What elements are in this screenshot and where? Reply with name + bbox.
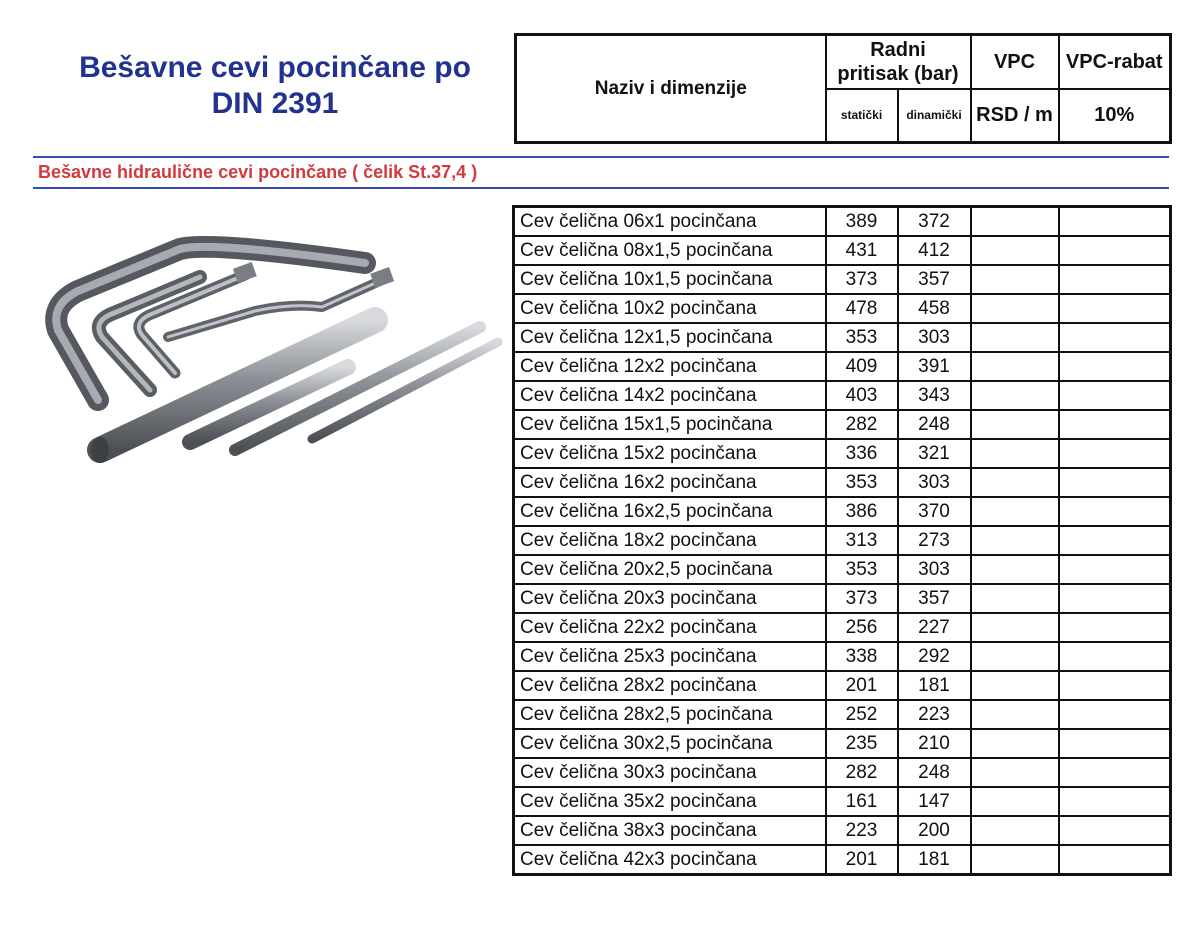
header-vpc: VPC	[971, 35, 1059, 89]
header-name-column: Naziv i dimenzije	[516, 35, 826, 143]
vpc-rabat-price-cell	[1059, 700, 1171, 729]
vpc-price-cell	[971, 584, 1059, 613]
table-row	[514, 439, 1171, 468]
vpc-price-cell	[971, 555, 1059, 584]
vpc-price-cell	[971, 787, 1059, 816]
table-header	[514, 33, 1172, 144]
table-row	[514, 323, 1171, 352]
static-pressure-cell: 161	[826, 787, 898, 816]
vpc-rabat-price-cell	[1059, 323, 1171, 352]
vpc-price-cell	[971, 526, 1059, 555]
table-row	[514, 758, 1171, 787]
table-row	[514, 555, 1171, 584]
static-pressure-cell: 336	[826, 439, 898, 468]
divider-bottom	[33, 187, 1169, 189]
table-row	[514, 700, 1171, 729]
vpc-rabat-price-cell	[1059, 265, 1171, 294]
static-pressure-cell: 353	[826, 323, 898, 352]
header-pressure-column	[826, 35, 971, 89]
pipe-name-cell: Cev čelična 12x1,5 pocinčana	[514, 323, 826, 352]
vpc-price-cell	[971, 294, 1059, 323]
vpc-price-cell	[971, 410, 1059, 439]
dynamic-pressure-cell: 248	[898, 410, 971, 439]
vpc-rabat-price-cell	[1059, 294, 1171, 323]
pipe-name-cell: Cev čelična 08x1,5 pocinčana	[514, 236, 826, 265]
pipe-name-cell: Cev čelična 18x2 pocinčana	[514, 526, 826, 555]
vpc-rabat-price-cell	[1059, 236, 1171, 265]
table-row	[514, 787, 1171, 816]
static-pressure-cell: 353	[826, 555, 898, 584]
pipe-name-cell: Cev čelična 06x1 pocinčana	[514, 207, 826, 237]
dynamic-pressure-cell: 273	[898, 526, 971, 555]
vpc-rabat-price-cell	[1059, 207, 1171, 237]
static-pressure-cell: 373	[826, 265, 898, 294]
header-static: statički	[826, 89, 898, 143]
pipe-name-cell: Cev čelična 16x2,5 pocinčana	[514, 497, 826, 526]
pipe-name-cell: Cev čelična 25x3 pocinčana	[514, 642, 826, 671]
pipe-name-cell: Cev čelična 12x2 pocinčana	[514, 352, 826, 381]
table-row	[514, 468, 1171, 497]
dynamic-pressure-cell: 357	[898, 265, 971, 294]
table-row	[514, 410, 1171, 439]
table-row	[514, 613, 1171, 642]
table-row	[514, 671, 1171, 700]
vpc-price-cell	[971, 671, 1059, 700]
table-row	[514, 265, 1171, 294]
header-pressure-line-2: pritisak (bar)	[837, 62, 959, 85]
pipe-table-body	[514, 207, 1171, 875]
vpc-rabat-price-cell	[1059, 845, 1171, 875]
page-title-line-1: Bešavne cevi pocinčane po	[79, 51, 471, 84]
static-pressure-cell: 478	[826, 294, 898, 323]
table-row	[514, 526, 1171, 555]
pipe-name-cell: Cev čelična 28x2 pocinčana	[514, 671, 826, 700]
vpc-rabat-price-cell	[1059, 381, 1171, 410]
table-row	[514, 816, 1171, 845]
vpc-rabat-price-cell	[1059, 787, 1171, 816]
dynamic-pressure-cell: 343	[898, 381, 971, 410]
vpc-price-cell	[971, 352, 1059, 381]
vpc-price-cell	[971, 845, 1059, 875]
pipe-name-cell: Cev čelična 20x3 pocinčana	[514, 584, 826, 613]
static-pressure-cell: 235	[826, 729, 898, 758]
pipe-name-cell: Cev čelična 30x2,5 pocinčana	[514, 729, 826, 758]
table-row	[514, 729, 1171, 758]
dynamic-pressure-cell: 227	[898, 613, 971, 642]
steel-pipes-icon	[30, 225, 510, 475]
vpc-rabat-price-cell	[1059, 555, 1171, 584]
vpc-price-cell	[971, 265, 1059, 294]
dynamic-pressure-cell: 147	[898, 787, 971, 816]
page-title-line-2: DIN 2391	[211, 87, 339, 120]
vpc-rabat-price-cell	[1059, 410, 1171, 439]
vpc-price-cell	[971, 323, 1059, 352]
pipe-name-cell: Cev čelična 22x2 pocinčana	[514, 613, 826, 642]
static-pressure-cell: 431	[826, 236, 898, 265]
vpc-rabat-price-cell	[1059, 816, 1171, 845]
dynamic-pressure-cell: 458	[898, 294, 971, 323]
vpc-rabat-price-cell	[1059, 642, 1171, 671]
pipe-name-cell: Cev čelična 15x2 pocinčana	[514, 439, 826, 468]
header-dynamic: dinamički	[898, 89, 971, 143]
dynamic-pressure-cell: 181	[898, 845, 971, 875]
static-pressure-cell: 313	[826, 526, 898, 555]
static-pressure-cell: 338	[826, 642, 898, 671]
pipe-name-cell: Cev čelična 10x2 pocinčana	[514, 294, 826, 323]
vpc-price-cell	[971, 729, 1059, 758]
dynamic-pressure-cell: 303	[898, 555, 971, 584]
table-row	[514, 497, 1171, 526]
header-vpc-unit: RSD / m	[971, 89, 1059, 143]
static-pressure-cell: 373	[826, 584, 898, 613]
pipe-name-cell: Cev čelična 28x2,5 pocinčana	[514, 700, 826, 729]
vpc-price-cell	[971, 468, 1059, 497]
dynamic-pressure-cell: 181	[898, 671, 971, 700]
pipe-name-cell: Cev čelična 16x2 pocinčana	[514, 468, 826, 497]
pipe-name-cell: Cev čelična 30x3 pocinčana	[514, 758, 826, 787]
table-row	[514, 381, 1171, 410]
static-pressure-cell: 201	[826, 845, 898, 875]
dynamic-pressure-cell: 210	[898, 729, 971, 758]
static-pressure-cell: 252	[826, 700, 898, 729]
table-row	[514, 236, 1171, 265]
page-title	[30, 50, 520, 122]
dynamic-pressure-cell: 248	[898, 758, 971, 787]
table-row	[514, 294, 1171, 323]
static-pressure-cell: 282	[826, 758, 898, 787]
dynamic-pressure-cell: 412	[898, 236, 971, 265]
divider-top	[33, 156, 1169, 158]
table-row	[514, 584, 1171, 613]
table-row	[514, 352, 1171, 381]
header-rabat-value: 10%	[1059, 89, 1171, 143]
header-vpc-rabat: VPC-rabat	[1059, 35, 1171, 89]
vpc-rabat-price-cell	[1059, 584, 1171, 613]
dynamic-pressure-cell: 223	[898, 700, 971, 729]
pipe-name-cell: Cev čelična 14x2 pocinčana	[514, 381, 826, 410]
dynamic-pressure-cell: 391	[898, 352, 971, 381]
dynamic-pressure-cell: 370	[898, 497, 971, 526]
static-pressure-cell: 223	[826, 816, 898, 845]
dynamic-pressure-cell: 292	[898, 642, 971, 671]
dynamic-pressure-cell: 303	[898, 468, 971, 497]
table-row	[514, 845, 1171, 875]
static-pressure-cell: 282	[826, 410, 898, 439]
pipe-name-cell: Cev čelična 38x3 pocinčana	[514, 816, 826, 845]
static-pressure-cell: 409	[826, 352, 898, 381]
vpc-price-cell	[971, 816, 1059, 845]
table-row	[514, 207, 1171, 237]
static-pressure-cell: 386	[826, 497, 898, 526]
dynamic-pressure-cell: 357	[898, 584, 971, 613]
pipe-name-cell: Cev čelična 35x2 pocinčana	[514, 787, 826, 816]
vpc-rabat-price-cell	[1059, 758, 1171, 787]
vpc-rabat-price-cell	[1059, 671, 1171, 700]
vpc-price-cell	[971, 497, 1059, 526]
vpc-price-cell	[971, 207, 1059, 237]
section-subtitle: Bešavne hidraulične cevi pocinčane ( čelik St.37,4 )	[38, 162, 478, 182]
vpc-price-cell	[971, 613, 1059, 642]
vpc-price-cell	[971, 758, 1059, 787]
table-row	[514, 642, 1171, 671]
pipe-name-cell: Cev čelična 15x1,5 pocinčana	[514, 410, 826, 439]
dynamic-pressure-cell: 321	[898, 439, 971, 468]
static-pressure-cell: 201	[826, 671, 898, 700]
vpc-price-cell	[971, 642, 1059, 671]
pipe-table	[512, 205, 1172, 876]
vpc-price-cell	[971, 236, 1059, 265]
vpc-price-cell	[971, 700, 1059, 729]
dynamic-pressure-cell: 303	[898, 323, 971, 352]
pipe-name-cell: Cev čelična 42x3 pocinčana	[514, 845, 826, 875]
static-pressure-cell: 353	[826, 468, 898, 497]
dynamic-pressure-cell: 200	[898, 816, 971, 845]
vpc-price-cell	[971, 439, 1059, 468]
dynamic-pressure-cell: 372	[898, 207, 971, 237]
vpc-rabat-price-cell	[1059, 352, 1171, 381]
vpc-rabat-price-cell	[1059, 497, 1171, 526]
vpc-price-cell	[971, 381, 1059, 410]
pipe-name-cell: Cev čelična 10x1,5 pocinčana	[514, 265, 826, 294]
header-pressure-line-1: Radni	[870, 38, 926, 61]
pipe-name-cell: Cev čelična 20x2,5 pocinčana	[514, 555, 826, 584]
vpc-rabat-price-cell	[1059, 729, 1171, 758]
vpc-rabat-price-cell	[1059, 526, 1171, 555]
vpc-rabat-price-cell	[1059, 439, 1171, 468]
static-pressure-cell: 389	[826, 207, 898, 237]
static-pressure-cell: 256	[826, 613, 898, 642]
vpc-rabat-price-cell	[1059, 613, 1171, 642]
vpc-rabat-price-cell	[1059, 468, 1171, 497]
static-pressure-cell: 403	[826, 381, 898, 410]
